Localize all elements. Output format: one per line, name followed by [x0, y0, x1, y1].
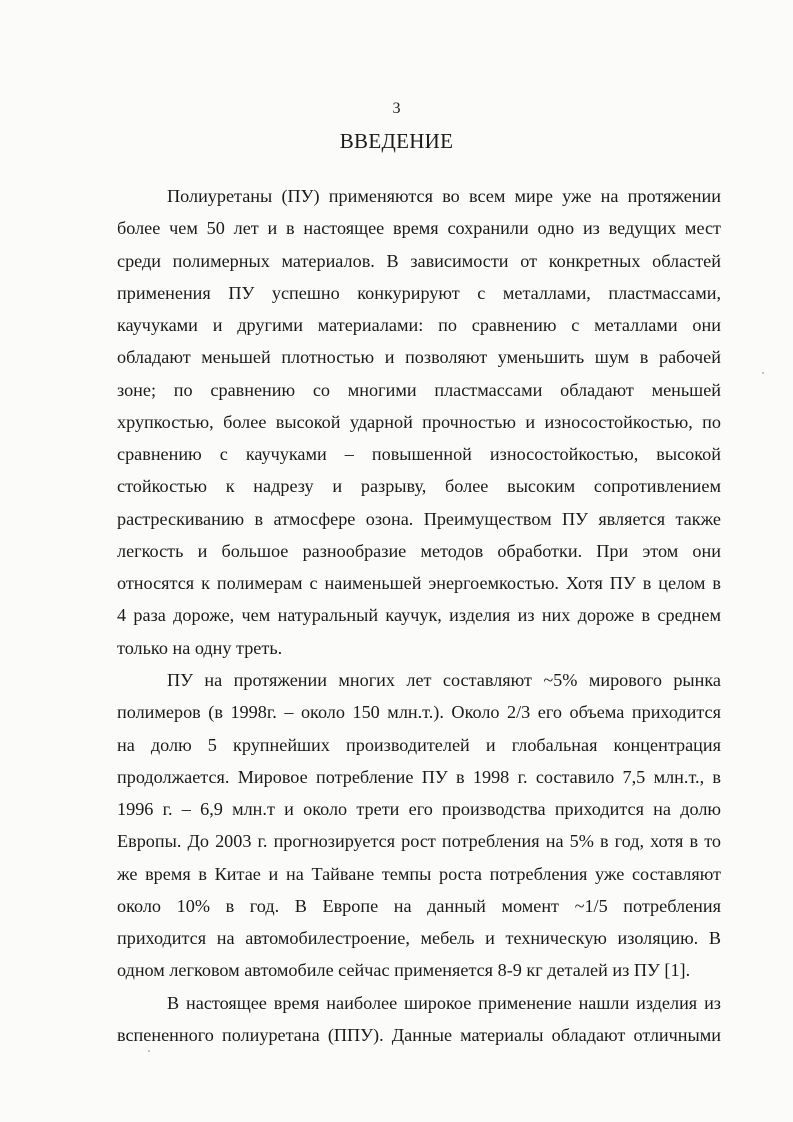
text-line: приходится на автомобилестроение, мебель и техническую изоляцию. В	[117, 928, 721, 949]
text-line: каучуками и другими материалами: по сравнению с металлами они	[117, 315, 721, 336]
text-line: же время в Китае и на Тайване темпы роста потребления уже составляют	[117, 863, 721, 884]
text-line: среди полимерных материалов. В зависимости от конкретных областей	[117, 250, 721, 271]
text-line: 4 раза дороже, чем натуральный каучук, изделия из них дороже в среднем	[117, 605, 721, 626]
text-line: только на одну треть.	[117, 637, 283, 658]
text-line: обладают меньшей плотностью и позволяют уменьшить шум в рабочей	[117, 347, 721, 368]
text-line: стойкостью к надрезу и разрыву, более высоким сопротивлением	[117, 476, 721, 497]
text-line: одном легковом автомобиле сейчас применяется 8-9 кг деталей из ПУ [1].	[117, 960, 691, 981]
text-line: 1996 г. – 6,9 млн.т и около трети его производства приходится на долю	[117, 799, 721, 820]
text-line: применения ПУ успешно конкурируют с металлами, пластмассами,	[117, 282, 721, 303]
text-line: продолжается. Мировое потребление ПУ в 1998 г. составило 7,5 млн.т., в	[117, 766, 721, 787]
scan-speck	[148, 1050, 150, 1052]
text-line: растрескиванию в атмосфере озона. Преимуществом ПУ является также	[117, 508, 721, 529]
text-line: вспененного полиуретана (ППУ). Данные материалы обладают отличными	[117, 1024, 721, 1045]
text-line: сравнению с каучуками – повышенной износостойкостью, высокой	[117, 444, 721, 465]
text-line: хрупкостью, более высокой ударной прочностью и износостойкостью, по	[117, 411, 721, 432]
text-line: Полиуретаны (ПУ) применяются во всем мире уже на протяжении	[167, 186, 721, 206]
text-line: легкость и большое разнообразие методов обработки. При этом они	[117, 540, 721, 561]
text-line: Европы. До 2003 г. прогнозируется рост потребления на 5% в год, хотя в то	[117, 831, 721, 852]
page-number: 3	[392, 100, 401, 117]
text-line: на долю 5 крупнейших производителей и глобальная концентрация	[117, 734, 721, 755]
text-line: зоне; по сравнению со многими пластмассами обладают меньшей	[117, 379, 721, 400]
page-title: ВВЕДЕНИЕ	[339, 129, 454, 153]
text-line: около 10% в год. В Европе на данный момент ~1/5 потребления	[117, 895, 721, 916]
text-line: В настоящее время наиболее широкое применение нашли изделия из	[167, 992, 721, 1013]
body-text	[117, 180, 721, 1051]
text-line: более чем 50 лет и в настоящее время сохранили одно из ведущих мест	[117, 218, 721, 239]
text-line: относятся к полимерам с наименьшей энергоемкостью. Хотя ПУ в целом в	[117, 573, 721, 594]
text-line: ПУ на протяжении многих лет составляют ~5% мирового рынка	[167, 669, 721, 690]
text-line: полимеров (в 1998г. – около 150 млн.т.). Около 2/3 его объема приходится	[117, 702, 721, 723]
scan-speck	[762, 372, 764, 374]
